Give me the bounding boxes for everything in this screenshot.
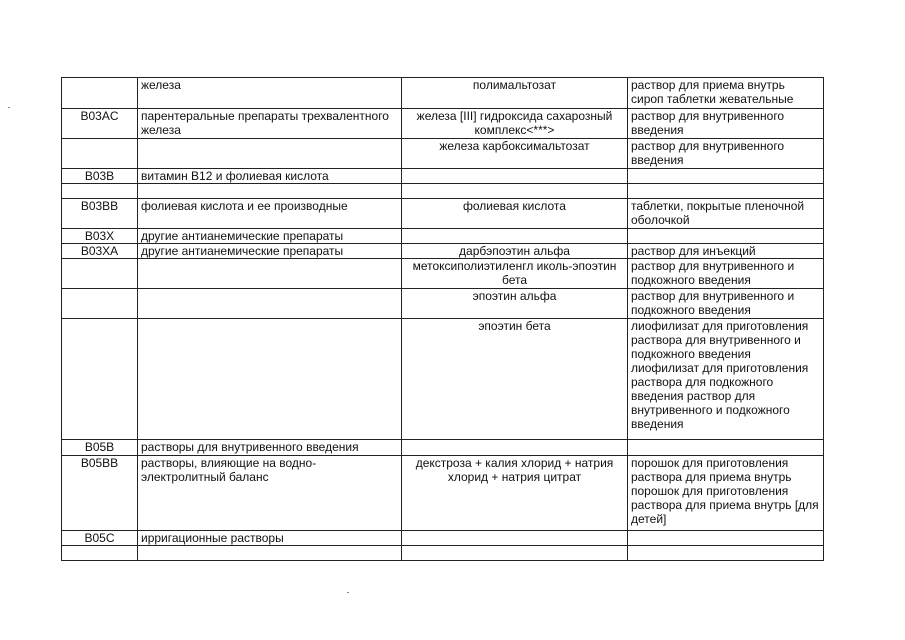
dosage-form-cell: раствор для внутривенного введения xyxy=(628,109,824,139)
dosage-form-cell: лиофилизат для приготовления раствора для внутривенного и подкожного введения лиофилизат для приготовления раствора для подкожного введения раствор для внутривенного и подкожного введения xyxy=(628,319,824,440)
atc-code-cell: B03AC xyxy=(62,109,138,139)
drug-name-cell: железа карбоксимальтозат xyxy=(402,139,628,169)
atc-code-cell: B03XA xyxy=(62,244,138,259)
drug-name-cell xyxy=(402,169,628,184)
group-cell: фолиевая кислота и ее производные xyxy=(138,199,402,229)
dosage-form-cell: раствор для приема внутрь сироп таблетки жевательные xyxy=(628,78,824,109)
table-row xyxy=(62,244,824,259)
group-cell: другие антианемические препараты xyxy=(138,229,402,244)
table-row xyxy=(62,531,824,546)
atc-code-cell: B03BB xyxy=(62,199,138,229)
drug-name-cell xyxy=(402,229,628,244)
group-cell: железа xyxy=(138,78,402,109)
table-row xyxy=(62,78,824,109)
group-cell: ирригационные растворы xyxy=(138,531,402,546)
dosage-form-cell: раствор для внутривенного и подкожного введения xyxy=(628,289,824,319)
dosage-form-cell xyxy=(628,184,824,199)
atc-code-cell xyxy=(62,78,138,109)
atc-code-cell xyxy=(62,289,138,319)
group-cell xyxy=(138,259,402,289)
drug-name-cell: дарбэпоэтин альфа xyxy=(402,244,628,259)
table-row xyxy=(62,259,824,289)
group-cell xyxy=(138,139,402,169)
atc-code-cell: B05B xyxy=(62,440,138,456)
drug-name-cell: железа [III] гидроксида сахарозный комплекс<***> xyxy=(402,109,628,139)
drug-name-cell xyxy=(402,440,628,456)
atc-code-cell xyxy=(62,319,138,440)
group-cell xyxy=(138,184,402,199)
dosage-form-cell xyxy=(628,440,824,456)
atc-code-cell: B03B xyxy=(62,169,138,184)
atc-code-cell xyxy=(62,184,138,199)
dosage-form-cell xyxy=(628,531,824,546)
table-row xyxy=(62,139,824,169)
drug-name-cell: полимальтозат xyxy=(402,78,628,109)
group-cell: парентеральные препараты трехвалентного железа xyxy=(138,109,402,139)
table-row xyxy=(62,109,824,139)
dosage-form-cell: порошок для приготовления раствора для приема внутрь порошок для приготовления раствора для приема внутрь [для детей] xyxy=(628,456,824,531)
group-cell xyxy=(138,546,402,561)
table-row xyxy=(62,546,824,561)
atc-code-cell xyxy=(62,546,138,561)
drug-name-cell: эпоэтин бета xyxy=(402,319,628,440)
drug-name-cell xyxy=(402,546,628,561)
group-cell: растворы для внутривенного введения xyxy=(138,440,402,456)
group-cell xyxy=(138,289,402,319)
dosage-form-cell xyxy=(628,169,824,184)
group-cell xyxy=(138,319,402,440)
dosage-form-cell: таблетки, покрытые пленочной оболочкой xyxy=(628,199,824,229)
table-row xyxy=(62,229,824,244)
drug-name-cell: эпоэтин альфа xyxy=(402,289,628,319)
drug-name-cell: фолиевая кислота xyxy=(402,199,628,229)
scan-speck xyxy=(347,592,349,593)
table-row xyxy=(62,289,824,319)
drug-table xyxy=(61,77,824,561)
table-row xyxy=(62,456,824,531)
atc-code-cell xyxy=(62,259,138,289)
drug-name-cell: декстроза + калия хлорид + натрия хлорид + натрия цитрат xyxy=(402,456,628,531)
drug-name-cell xyxy=(402,184,628,199)
dosage-form-cell xyxy=(628,229,824,244)
table-row xyxy=(62,184,824,199)
atc-code-cell: B03X xyxy=(62,229,138,244)
group-cell: растворы, влияющие на водно-электролитный баланс xyxy=(138,456,402,531)
dosage-form-cell: раствор для внутривенного и подкожного введения xyxy=(628,259,824,289)
dosage-form-cell xyxy=(628,546,824,561)
table-row xyxy=(62,440,824,456)
atc-code-cell xyxy=(62,139,138,169)
scan-speck xyxy=(8,107,10,108)
drug-name-cell: метоксиполиэтиленгл иколь-эпоэтин бета xyxy=(402,259,628,289)
dosage-form-cell: раствор для инъекций xyxy=(628,244,824,259)
dosage-form-cell: раствор для внутривенного введения xyxy=(628,139,824,169)
atc-code-cell: B05C xyxy=(62,531,138,546)
drug-name-cell xyxy=(402,531,628,546)
group-cell: витамин B12 и фолиевая кислота xyxy=(138,169,402,184)
table-row xyxy=(62,169,824,184)
group-cell: другие антианемические препараты xyxy=(138,244,402,259)
table-row xyxy=(62,199,824,229)
table-row xyxy=(62,319,824,440)
atc-code-cell: B05BB xyxy=(62,456,138,531)
